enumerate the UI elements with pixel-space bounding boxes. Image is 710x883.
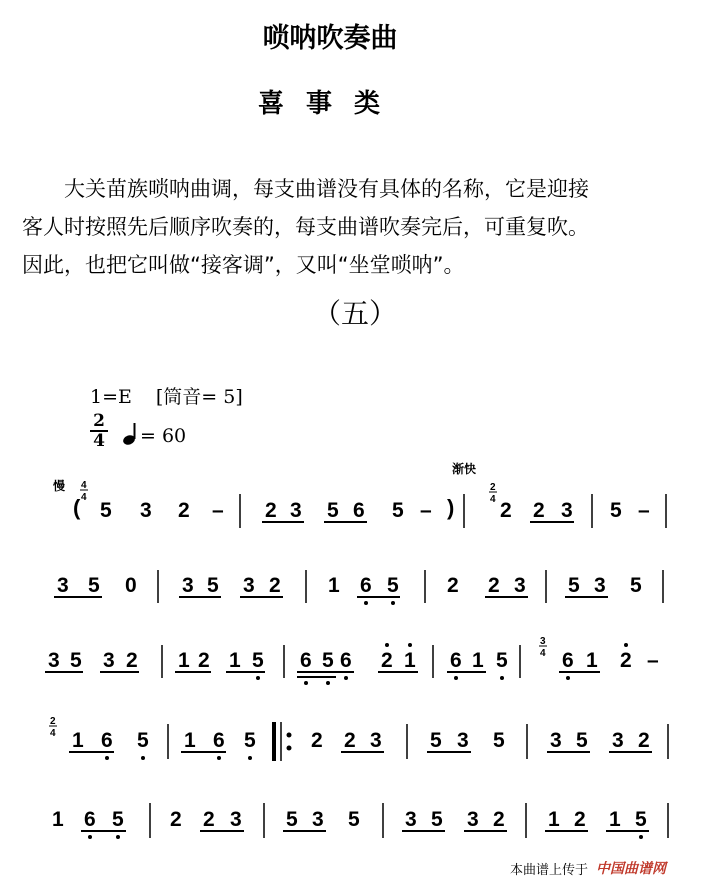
note: 3	[243, 574, 255, 597]
note: –	[647, 649, 659, 672]
slow-mark: 慢	[53, 479, 66, 493]
time-sig-34-bottom: 4	[540, 648, 546, 659]
note: 2	[381, 649, 393, 672]
footer-text: 本曲谱上传于	[510, 862, 589, 878]
note: 2	[265, 499, 277, 522]
note: 3	[312, 808, 324, 831]
score-row-4	[49, 716, 668, 761]
time-sig-24-bottom: 4	[490, 494, 496, 505]
note: 1	[328, 574, 340, 597]
note: –	[638, 499, 650, 522]
note: 2	[344, 729, 356, 752]
note: 5	[630, 574, 642, 597]
note: 5	[348, 808, 360, 831]
note: 3	[140, 499, 152, 522]
note: 2	[638, 729, 650, 752]
note: 5	[100, 499, 112, 522]
note: 3	[290, 499, 302, 522]
score-row-2	[54, 570, 663, 605]
note: 3	[182, 574, 194, 597]
note: 3	[457, 729, 469, 752]
time-sig-44-bottom: 4	[81, 492, 87, 503]
time-sig-24b-bottom: 4	[50, 728, 56, 739]
note: 1	[72, 729, 84, 752]
note: 2	[170, 808, 182, 831]
note: 3	[594, 574, 606, 597]
note: 6	[101, 729, 113, 752]
note: 3	[561, 499, 573, 522]
note: 2	[203, 808, 215, 831]
note: –	[420, 499, 432, 522]
note: 6	[84, 808, 96, 831]
tempo-value: = 60	[140, 425, 187, 447]
note: 6	[562, 649, 574, 672]
note: 5	[252, 649, 264, 672]
note: 2	[269, 574, 281, 597]
note: 5	[430, 729, 442, 752]
note: 5	[207, 574, 219, 597]
note: 0	[125, 574, 137, 597]
time-sig-34-top: 3	[540, 636, 546, 647]
note: 5	[112, 808, 124, 831]
note: 3	[612, 729, 624, 752]
score-row-1	[52, 461, 666, 528]
note: 5	[635, 808, 647, 831]
note: 2	[488, 574, 500, 597]
note: 1	[184, 729, 196, 752]
note: 5	[392, 499, 404, 522]
note: 3	[48, 649, 60, 672]
time-sig-24b-top: 2	[50, 716, 56, 727]
note: 5	[431, 808, 443, 831]
note: 6	[353, 499, 365, 522]
note: 5	[286, 808, 298, 831]
note: 6	[360, 574, 372, 597]
site-logo[interactable]: 中国曲谱网	[596, 861, 667, 877]
note: 2	[533, 499, 545, 522]
category-subtitle: 喜事类	[257, 89, 402, 119]
note: 1	[52, 808, 64, 831]
time-sig-24-top: 2	[490, 482, 496, 493]
meter-top: 2	[93, 411, 105, 431]
note: 3	[57, 574, 69, 597]
key-label: 1=E	[90, 386, 132, 408]
note: 1	[548, 808, 560, 831]
note: 5	[322, 649, 334, 672]
repeat-paren-close: )	[447, 495, 455, 520]
note: 1	[472, 649, 484, 672]
piece-number: （五）	[312, 297, 397, 330]
note: 5	[327, 499, 339, 522]
tuning-label: [筒音= 5]	[155, 386, 243, 408]
score-title: 唢呐吹奏曲	[262, 23, 398, 54]
note: 3	[370, 729, 382, 752]
note: 5	[576, 729, 588, 752]
note: 1	[229, 649, 241, 672]
note: 5	[387, 574, 399, 597]
intro-line-2: 客人时按照先后顺序吹奏的，每支曲谱吹奏完后，可重复吹。	[22, 215, 589, 239]
note: 5	[610, 499, 622, 522]
note: 5	[496, 649, 508, 672]
note: 2	[447, 574, 459, 597]
note: 2	[311, 729, 323, 752]
note: 1	[404, 649, 416, 672]
accel-mark: 渐快	[452, 462, 477, 476]
intro-line-1: 大关苗族唢呐曲调，每支曲谱没有具体的名称，它是迎接	[64, 177, 589, 201]
note: 6	[213, 729, 225, 752]
meter-bottom: 4	[93, 431, 105, 451]
note: 6	[340, 649, 352, 672]
note: 3	[230, 808, 242, 831]
note: 3	[467, 808, 479, 831]
note: 3	[514, 574, 526, 597]
intro-line-3: 因此，也把它叫做“接客调”，又叫“坐堂唢呐”。	[22, 253, 465, 277]
note: 2	[500, 499, 512, 522]
repeat-paren-open: (	[73, 495, 81, 520]
note: 3	[550, 729, 562, 752]
repeat-start-sign	[274, 722, 292, 761]
note: 3	[103, 649, 115, 672]
note: 5	[88, 574, 100, 597]
note: 6	[300, 649, 312, 672]
note: 5	[568, 574, 580, 597]
note: 2	[620, 649, 632, 672]
score-row-5	[52, 803, 668, 839]
note: 2	[126, 649, 138, 672]
time-sig-44-top: 4	[81, 480, 87, 491]
upload-footer	[510, 858, 666, 878]
note: 2	[198, 649, 210, 672]
note: 3	[405, 808, 417, 831]
note: 1	[609, 808, 621, 831]
note: 1	[586, 649, 598, 672]
note: 5	[244, 729, 256, 752]
score-row-3	[45, 636, 659, 685]
note: 6	[450, 649, 462, 672]
note: 2	[493, 808, 505, 831]
note: 5	[70, 649, 82, 672]
note: –	[212, 499, 224, 522]
note: 5	[493, 729, 505, 752]
note: 2	[178, 499, 190, 522]
note: 1	[178, 649, 190, 672]
note: 5	[137, 729, 149, 752]
note: 2	[574, 808, 586, 831]
